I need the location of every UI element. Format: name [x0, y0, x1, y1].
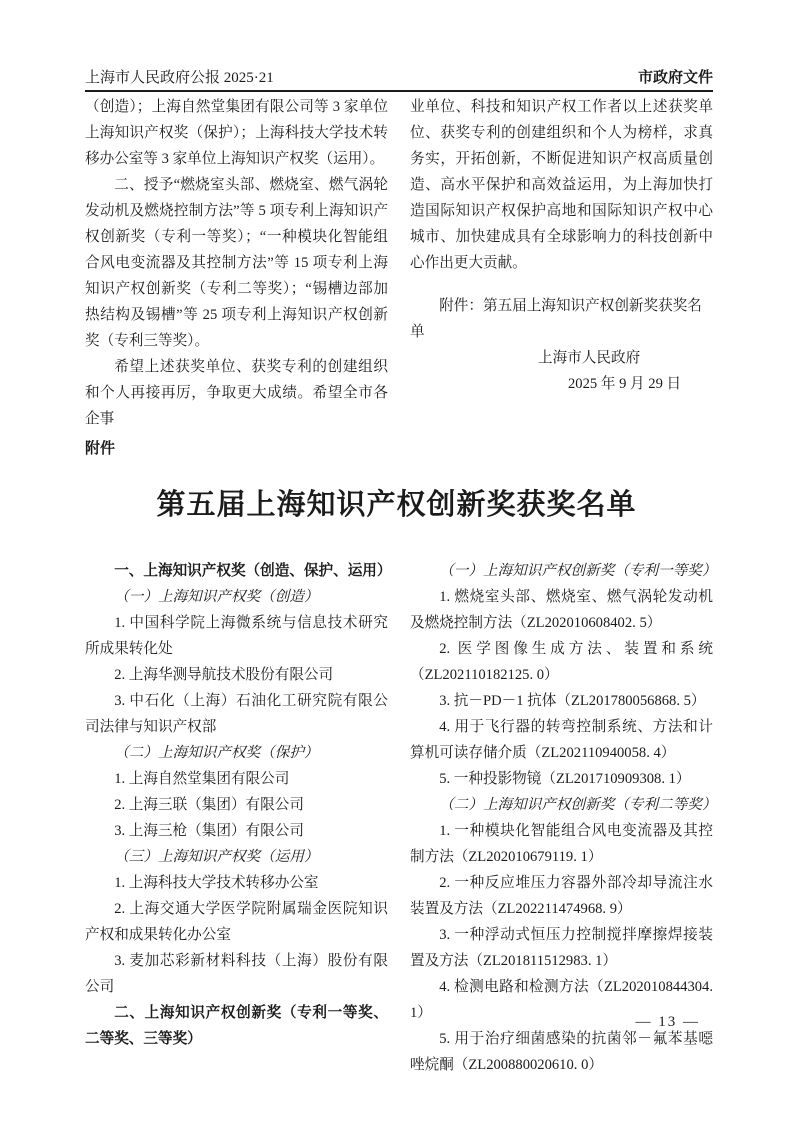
- patent-item: 3. 一种浮动式恒压力控制搅拌摩擦焊接装置及方法（ZL201811512983. 1）: [410, 927, 713, 969]
- list-subheading: （一）上海知识产权创新奖（专利一等奖）: [439, 563, 717, 579]
- signature-date: 2025 年 9 月 29 日: [568, 376, 682, 392]
- attachment-note: 附件：第五届上海知识产权创新奖获奖名单: [410, 298, 702, 340]
- body-paragraph: 业单位、科技和知识产权工作者以上述获奖单位、获奖专利的创建组织和个人为榜样，求真务实，开拓创新，不断促进知识产权高质量创造、高水平保护和高效益运用，为上海加快打造国际知识产权保护高地和国际知识产权中心城市、加快建成具有全球影响力的科技创新中心作出更大贡献。: [410, 99, 713, 271]
- patent-item: 1. 一种模块化智能组合风电变流器及其控制方法（ZL202010679119. 1）: [410, 823, 713, 865]
- list-subheading: （二）上海知识产权奖（保护）: [114, 745, 319, 761]
- header-divider: [85, 90, 713, 92]
- body-paragraph: 希望上述获奖单位、获奖专利的创建组织和个人再接再厉，争取更大成绩。希望全市各企事: [85, 359, 388, 427]
- patent-item: 1. 燃烧室头部、燃烧室、燃气涡轮发动机及燃烧控制方法（ZL202010608402. 5）: [410, 589, 713, 631]
- list-item: 3. 麦加芯彩新材料科技（上海）股份有限公司: [85, 953, 388, 995]
- list-subheading: （二）上海知识产权创新奖（专利二等奖）: [439, 797, 717, 813]
- page-header: [85, 66, 713, 87]
- list-item: 1. 上海自然堂集团有限公司: [114, 771, 290, 787]
- list-subheading: （一）上海知识产权奖（创造）: [114, 589, 319, 605]
- patent-item: 4. 用于飞行器的转弯控制系统、方法和计算机可读存储介质（ZL202110940058. 4）: [410, 719, 713, 761]
- list-item: 2. 上海交通大学医学院附属瑞金医院知识产权和成果转化办公室: [85, 901, 388, 943]
- patent-item: 2. 一种反应堆压力容器外部冷却导流注水装置及方法（ZL202211474968. 9）: [410, 875, 713, 917]
- award-list: [85, 558, 717, 1078]
- list-item: 2. 上海华测导航技术股份有限公司: [114, 667, 334, 683]
- annex-label: 附件: [85, 440, 116, 457]
- patent-item: 5. 一种投影物镜（ZL201710909308. 1）: [439, 771, 691, 787]
- list-heading: 一、上海知识产权奖（创造、保护、运用）: [114, 563, 392, 579]
- doc-category-label: 市政府文件: [637, 69, 713, 86]
- body-left-column: [85, 94, 388, 432]
- list-item: 2. 上海三联（集团）有限公司: [114, 797, 304, 813]
- patent-item: 4. 检测电路和检测方法（ZL202010844304. 1）: [410, 979, 713, 1021]
- list-item: 3. 上海三枪（集团）有限公司: [114, 823, 304, 839]
- annex-title: 第五届上海知识产权创新奖获奖名单: [156, 489, 637, 521]
- award-list-right-column: [410, 558, 717, 1078]
- signature-organization: 上海市人民政府: [538, 350, 641, 366]
- patent-item: 5. 用于治疗细菌感染的抗菌邻－氟苯基噁唑烷酮（ZL200880020610. 0）: [410, 1031, 713, 1073]
- patent-item: 3. 抗－PD－1 抗体（ZL201780056868. 5）: [439, 693, 706, 709]
- document-body: [85, 94, 713, 432]
- body-right-column: [410, 94, 713, 432]
- patent-item: 2. 医学图像生成方法、装置和系统（ZL202110182125. 0）: [410, 641, 713, 683]
- page-number: — 13 —: [635, 1014, 700, 1030]
- list-item: 1. 上海科技大学技术转移办公室: [114, 875, 319, 891]
- list-heading: 二、上海知识产权创新奖（专利一等奖、二等奖、三等奖）: [85, 1005, 388, 1047]
- body-paragraph: 二、授予“燃烧室头部、燃烧室、燃气涡轮发动机及燃烧控制方法”等 5 项专利上海知识产权创新奖（专利一等奖）；“一种模块化智能组合风电变流器及其控制方法”等 15 项专利上海知识产权创新奖（专利二等奖）；“锡槽边部加热结构及锡槽”等 25 项专利上海知识产权创新奖（专利三等奖）。: [85, 177, 388, 349]
- list-item: 1. 中国科学院上海微系统与信息技术研究所成果转化处: [85, 615, 388, 657]
- list-item: 3. 中石化（上海）石油化工研究院有限公司法律与知识产权部: [85, 693, 388, 735]
- gazette-issue-title: 上海市人民政府公报 2025·21: [85, 70, 274, 86]
- list-subheading: （三）上海知识产权奖（运用）: [114, 849, 319, 865]
- body-paragraph: （创造）；上海自然堂集团有限公司等 3 家单位上海知识产权奖（保护）；上海科技大学技术转移办公室等 3 家单位上海知识产权奖（运用）。: [85, 99, 388, 167]
- award-list-left-column: [85, 558, 392, 1078]
